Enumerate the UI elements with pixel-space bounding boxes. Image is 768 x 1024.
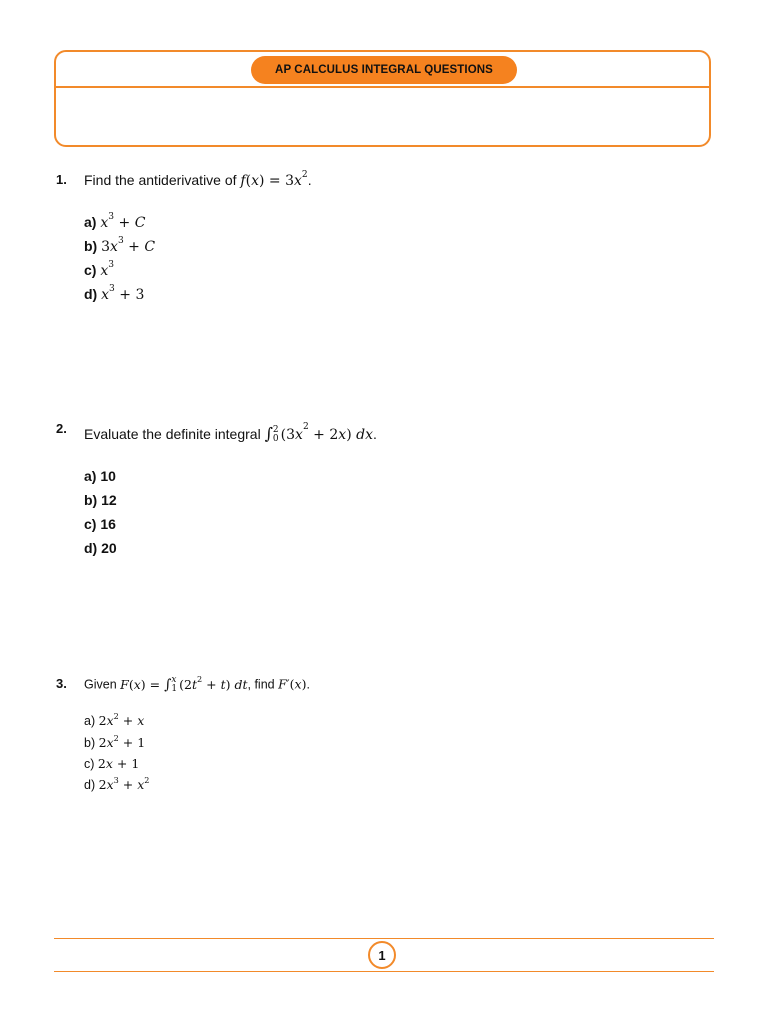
question-1-text: Find the antiderivative of $f(x) = 3x^2$. [84, 170, 312, 189]
question-1-option-b: b) $3x^3 + C$ [84, 236, 156, 255]
footer-bottom-rule [54, 971, 714, 972]
question-2-formula: ∫ 2 0 $(3x^2 + 2x)$ dx [264, 422, 373, 444]
question-2-number: 2. [56, 421, 67, 436]
question-1-option-c: c) $x^3$ [84, 260, 115, 279]
question-2-option-b: b) 12 [84, 492, 117, 508]
question-1-prefix: Find the antiderivative of [84, 172, 241, 188]
question-2-option-a: a) 10 [84, 468, 116, 484]
question-2-prefix: Evaluate the definite integral [84, 426, 265, 442]
question-2-option-c: c) 16 [84, 516, 116, 532]
question-3-number: 3. [56, 676, 67, 691]
question-1-number: 1. [56, 172, 67, 187]
page-title: AP CALCULUS INTEGRAL QUESTIONS [251, 56, 517, 84]
question-3-option-d: d) $2x^3 + x^2$ [84, 775, 150, 792]
question-3-option-a: a) $2x^2 + x$ [84, 711, 145, 728]
question-3-option-b: b) $2x^2 + 1$ [84, 733, 146, 750]
question-2-option-d: d) 20 [84, 540, 117, 556]
page-number: 1 [368, 941, 396, 969]
question-3-middle: , find [247, 677, 279, 692]
question-1-option-a: a) $x^3 + C$ [84, 212, 146, 231]
question-2-text: Evaluate the definite integral ∫ 2 0 $(3x^2 + 2x)$ dx. [84, 422, 377, 444]
header-divider [56, 86, 709, 88]
footer-top-rule [54, 938, 714, 939]
question-3-option-c: c) 2x + 1 [84, 756, 140, 771]
question-3-formula: F(x) = ∫ x 1 $(2t^2 + t)$ dt [120, 674, 248, 694]
question-1-formula: $f(x) = 3x^2$ [240, 170, 308, 189]
question-1-option-d: d) $x^3 + 3$ [84, 284, 145, 303]
question-3-target: F′(x) [278, 676, 307, 692]
header-box [54, 50, 711, 147]
question-3-prefix: Given [84, 677, 121, 692]
question-3-text: Given F(x) = ∫ x 1 $(2t^2 + t)$ dt, find F′(x). [84, 674, 310, 694]
